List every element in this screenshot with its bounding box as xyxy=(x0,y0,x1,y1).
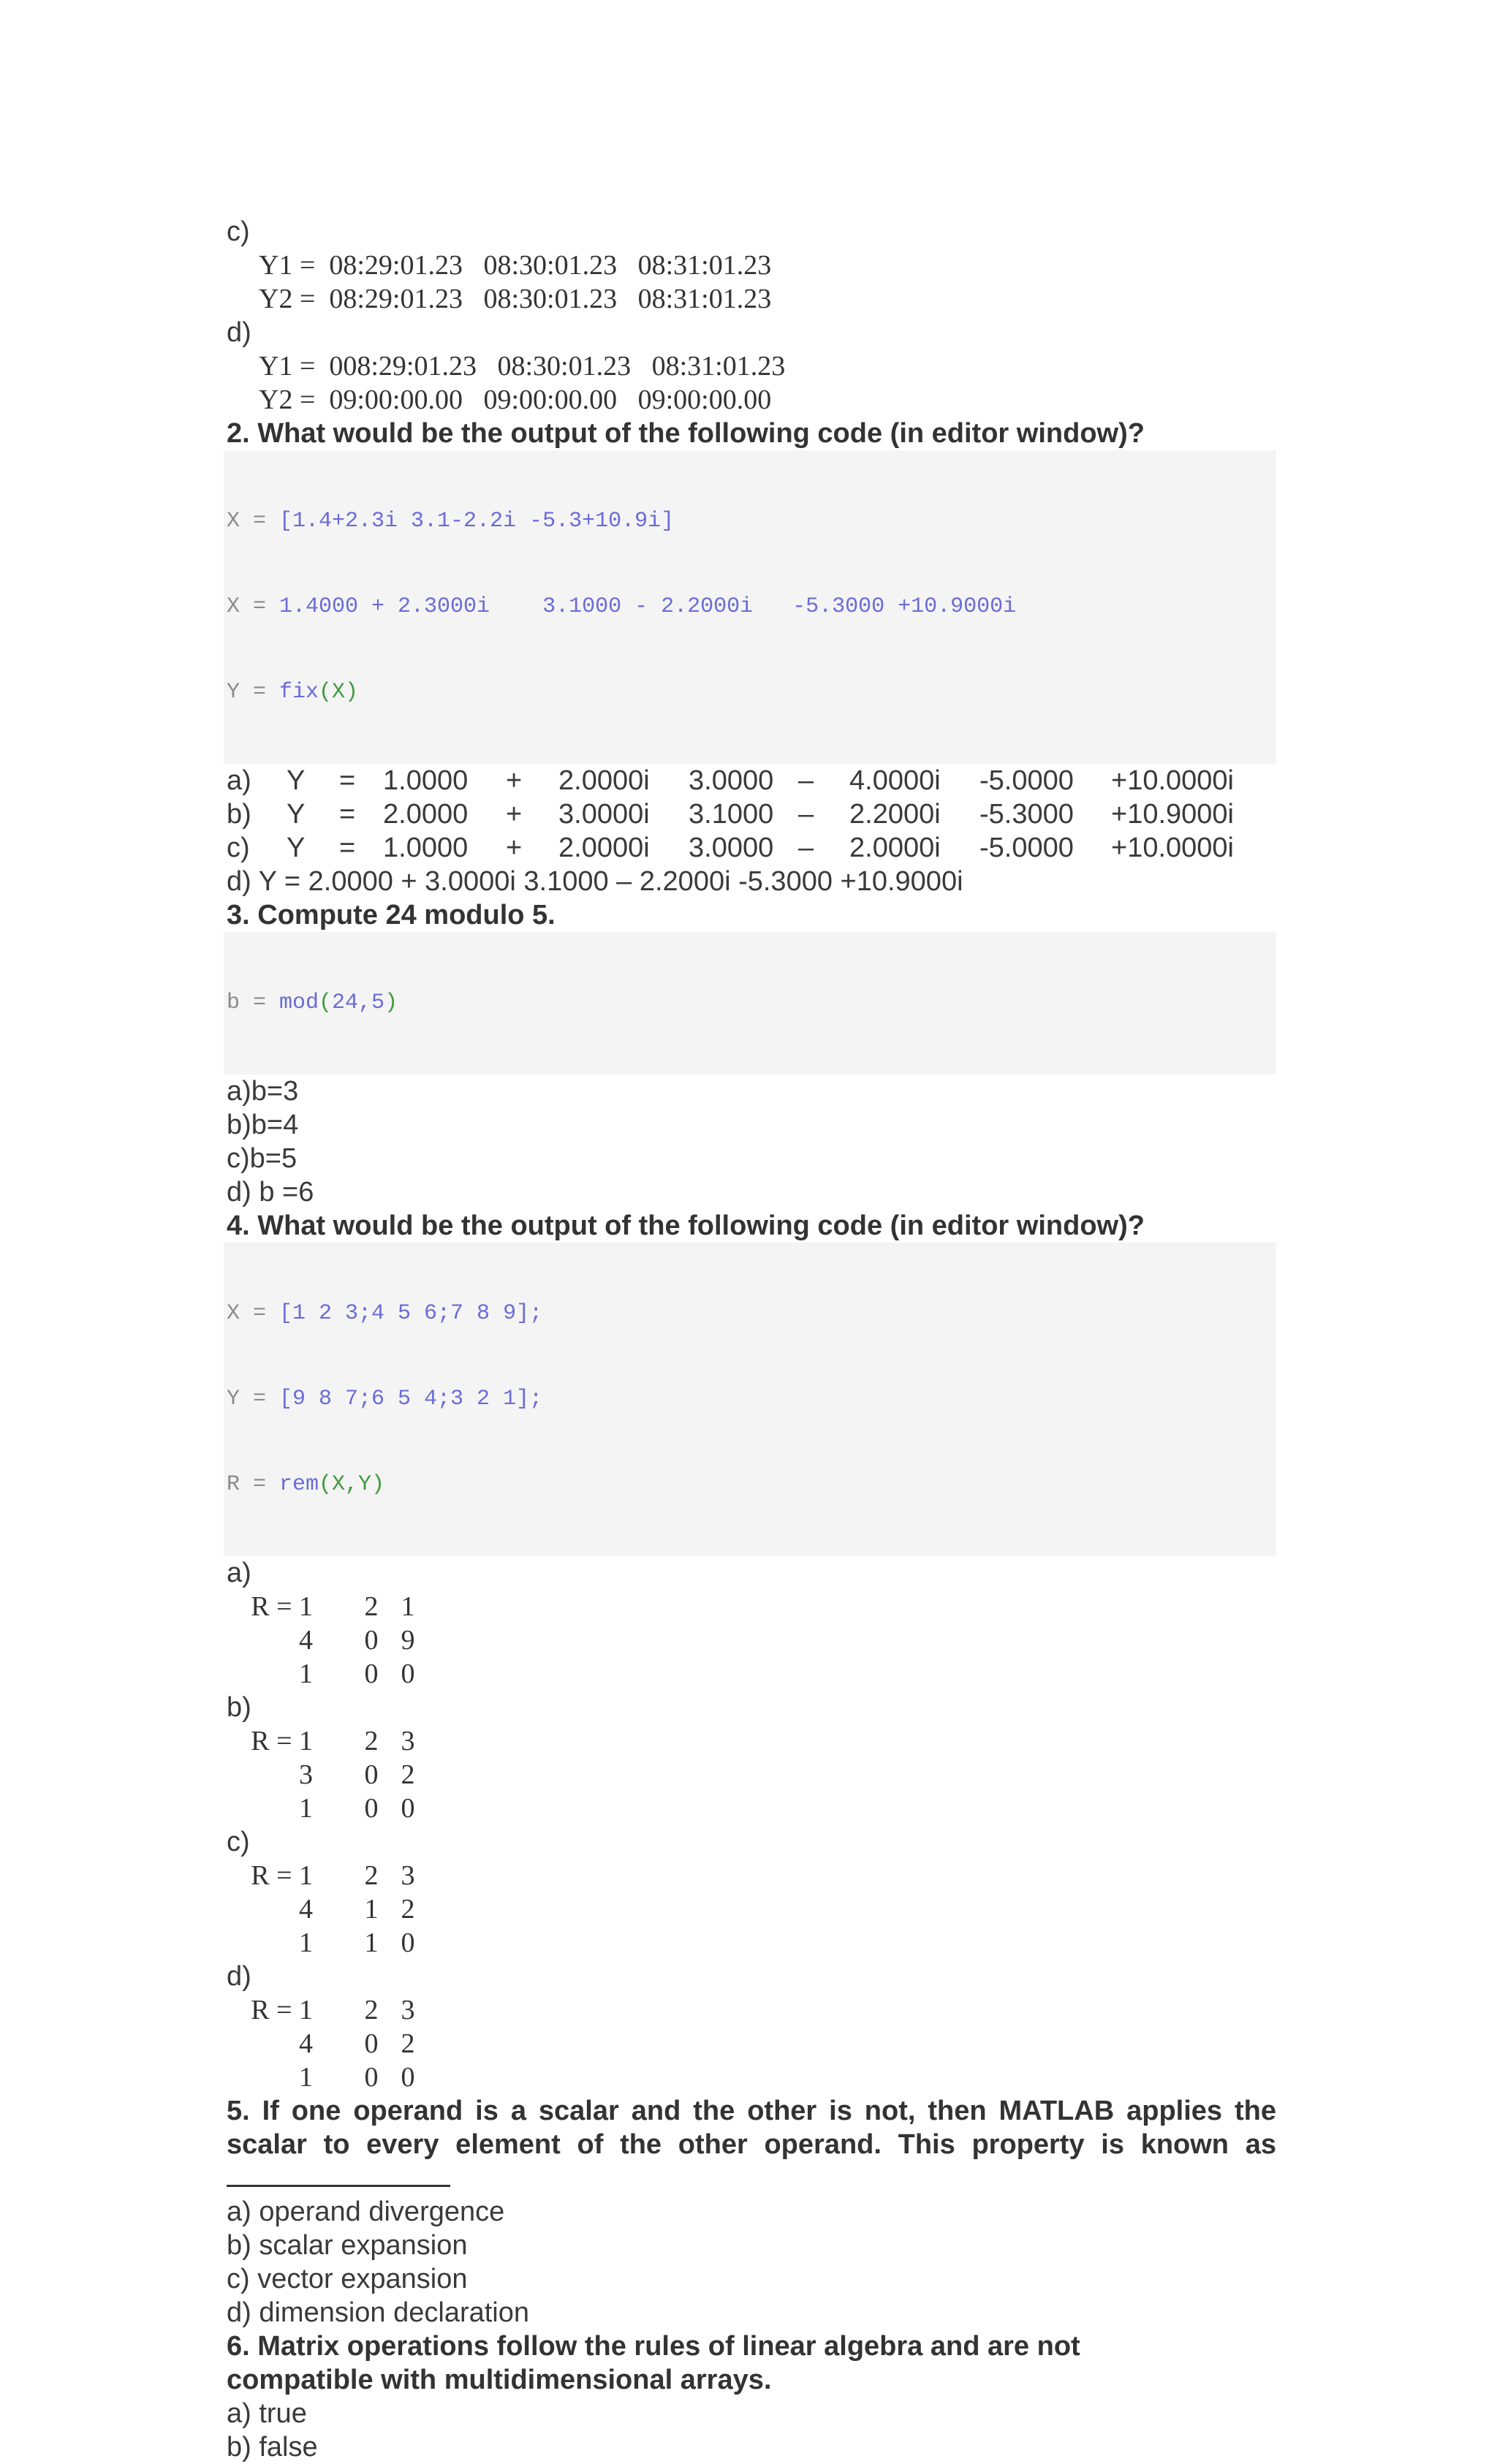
q4-code-block xyxy=(224,1243,1276,1556)
q1-option-d-label: d) xyxy=(227,317,251,348)
q4-option-c-label: c) xyxy=(227,1827,250,1857)
q2-option-b: b) Y = 2.0000 + 3.0000i 3.1000 – 2.2000i -5.3000 +10.9000i xyxy=(227,799,1234,830)
q3-question: 3. Compute 24 modulo 5. xyxy=(227,900,556,930)
q4-option-b-matrix: R = 1 2 3 3 0 2 1 0 0 xyxy=(251,1726,415,1824)
q6-option-b: b) false xyxy=(227,2432,318,2463)
q2-option-d: d) Y = 2.0000 + 3.0000i 3.1000 – 2.2000i -5.3000 +10.9000i xyxy=(227,866,963,897)
q2-code-line: X = 1.4000 + 2.3000i 3.1000 - 2.2000i -5.3000 +10.9000i xyxy=(227,594,1017,619)
q1-option-c-y1: Y1 = 08:29:01.23 08:30:01.23 08:31:01.23 xyxy=(259,250,772,281)
q5-answer-blank xyxy=(227,2161,1276,2195)
q5-option-c: c) vector expansion xyxy=(227,2264,468,2294)
q1-option-d-y2: Y2 = 09:00:00.00 09:00:00.00 09:00:00.00 xyxy=(259,384,772,415)
q4-code-line: R = rem(X,Y) xyxy=(227,1472,385,1497)
q2-code-line: Y = fix(X) xyxy=(227,680,359,705)
q3-code-block xyxy=(224,932,1276,1074)
q4-option-a-matrix: R = 1 2 1 4 0 9 1 0 0 xyxy=(251,1591,415,1689)
q4-option-a-label: a) xyxy=(227,1558,251,1588)
q4-option-b-label: b) xyxy=(227,1692,251,1723)
q2-question: 2. What would be the output of the following code (in editor window)? xyxy=(227,418,1145,449)
q3-option-d: d) b =6 xyxy=(227,1177,314,1208)
document-content xyxy=(227,215,1276,2464)
q1-option-d-y1: Y1 = 008:29:01.23 08:30:01.23 08:31:01.23 xyxy=(259,351,786,382)
q4-code-line: X = [1 2 3;4 5 6;7 8 9]; xyxy=(227,1301,543,1326)
q4-question: 4. What would be the output of the following code (in editor window)? xyxy=(227,1210,1145,1241)
q2-option-c: c) Y = 1.0000 + 2.0000i 3.0000 – 2.0000i -5.0000 +10.0000i xyxy=(227,833,1234,863)
q4-code-line: Y = [9 8 7;6 5 4;3 2 1]; xyxy=(227,1387,543,1411)
q1-option-c-y2: Y2 = 08:29:01.23 08:30:01.23 08:31:01.23 xyxy=(259,284,772,314)
q2-option-a: a) Y = 1.0000 + 2.0000i 3.0000 – 4.0000i -5.0000 +10.0000i xyxy=(227,765,1234,796)
q3-option-c: c)b=5 xyxy=(227,1143,297,1174)
q5-question-line-1: 5. If one operand is a scalar and the other is not, then MATLAB applies the xyxy=(227,2096,1276,2126)
q4-option-d-label: d) xyxy=(227,1961,251,1992)
q1-option-c-label: c) xyxy=(227,216,250,247)
q4-option-d-matrix: R = 1 2 3 4 0 2 1 0 0 xyxy=(251,1995,415,2093)
q3-option-a: a)b=3 xyxy=(227,1076,299,1107)
q3-option-b: b)b=4 xyxy=(227,1110,299,1140)
q6-question-line-2: compatible with multidimensional arrays. xyxy=(227,2365,772,2395)
q2-code-block xyxy=(224,450,1276,764)
q4-option-c-matrix: R = 1 2 3 4 1 2 1 1 0 xyxy=(251,1860,415,1958)
answer-blank-line xyxy=(227,2164,450,2187)
q6-option-a: a) true xyxy=(227,2398,307,2429)
q3-code-line: b = mod(24,5) xyxy=(227,990,398,1015)
q5-option-a: a) operand divergence xyxy=(227,2196,505,2227)
q6-question-line-1: 6. Matrix operations follow the rules of linear algebra and are not xyxy=(227,2331,1080,2362)
q5-question-line-2: scalar to every element of the other operand. This property is known as xyxy=(227,2129,1276,2160)
q5-option-b: b) scalar expansion xyxy=(227,2230,468,2261)
q2-code-line: X = [1.4+2.3i 3.1-2.2i -5.3+10.9i] xyxy=(227,509,675,534)
q5-option-d: d) dimension declaration xyxy=(227,2297,530,2328)
